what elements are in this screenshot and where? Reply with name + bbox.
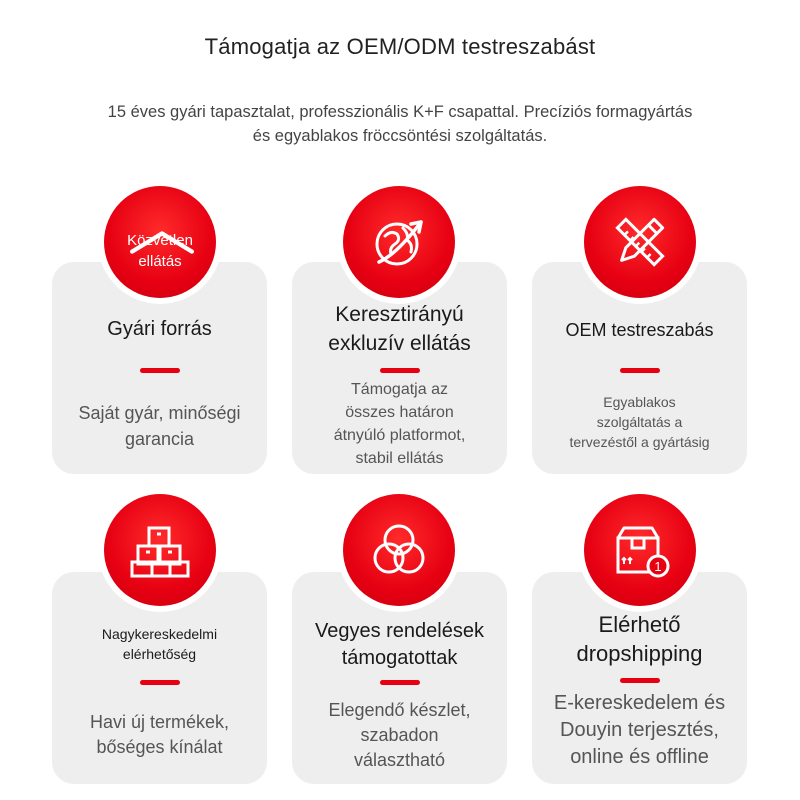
card-description: Elegendő készlet, szabadon választható bbox=[328, 700, 471, 770]
card-divider bbox=[620, 678, 660, 683]
overlapping-circles-icon bbox=[367, 518, 431, 582]
card-title: Nagykereskedelmi elérhetőség bbox=[101, 626, 218, 662]
badge-design bbox=[584, 186, 696, 298]
badge-label: Közvetlen ellátás bbox=[127, 232, 193, 270]
card-divider bbox=[140, 368, 180, 373]
badge-globe bbox=[343, 186, 455, 298]
card-divider bbox=[620, 368, 660, 373]
card-description: Egyablakos szolgáltatás a tervezéstől a gyártásig bbox=[569, 394, 710, 450]
card-description: Havi új termékek, bőséges kínálat bbox=[89, 712, 230, 757]
page-title: Támogatja az OEM/ODM testreszabást bbox=[204, 34, 596, 59]
card-title: Vegyes rendelések támogatottak bbox=[314, 620, 484, 669]
card-divider bbox=[380, 368, 420, 373]
card-divider bbox=[140, 680, 180, 685]
card-description: Saját gyár, minőségi garancia bbox=[78, 403, 241, 449]
badge-direct-supply bbox=[104, 186, 216, 298]
card-title: OEM testreszabás bbox=[565, 320, 714, 340]
intro-line-1: 15 éves gyári tapasztalat, professzionális K+F csapattal. Precíziós formagyártás bbox=[107, 103, 693, 121]
card-description: Támogatja az összes határon átnyúló platformot, stabil ellátás bbox=[333, 381, 466, 467]
card-title: Gyári forrás bbox=[107, 318, 212, 340]
badge-boxes bbox=[104, 494, 216, 606]
pencil-ruler-icon bbox=[608, 210, 672, 274]
badge-circles bbox=[343, 494, 455, 606]
card-title: Elérhető dropshipping bbox=[576, 612, 703, 666]
intro-line-2: és egyablakos fröccsöntési szolgáltatás. bbox=[252, 127, 548, 145]
stacked-boxes-icon bbox=[128, 518, 192, 582]
card-title: Keresztirányú exkluzív ellátás bbox=[328, 303, 471, 355]
package-one-icon bbox=[608, 518, 672, 582]
card-divider bbox=[380, 680, 420, 685]
package-count: 1 bbox=[654, 559, 662, 574]
badge-package bbox=[584, 494, 696, 606]
intro-text bbox=[40, 100, 760, 148]
card-description: E-kereskedelem és Douyin terjesztés, online és offline bbox=[553, 692, 726, 768]
globe-plane-icon bbox=[367, 210, 431, 274]
